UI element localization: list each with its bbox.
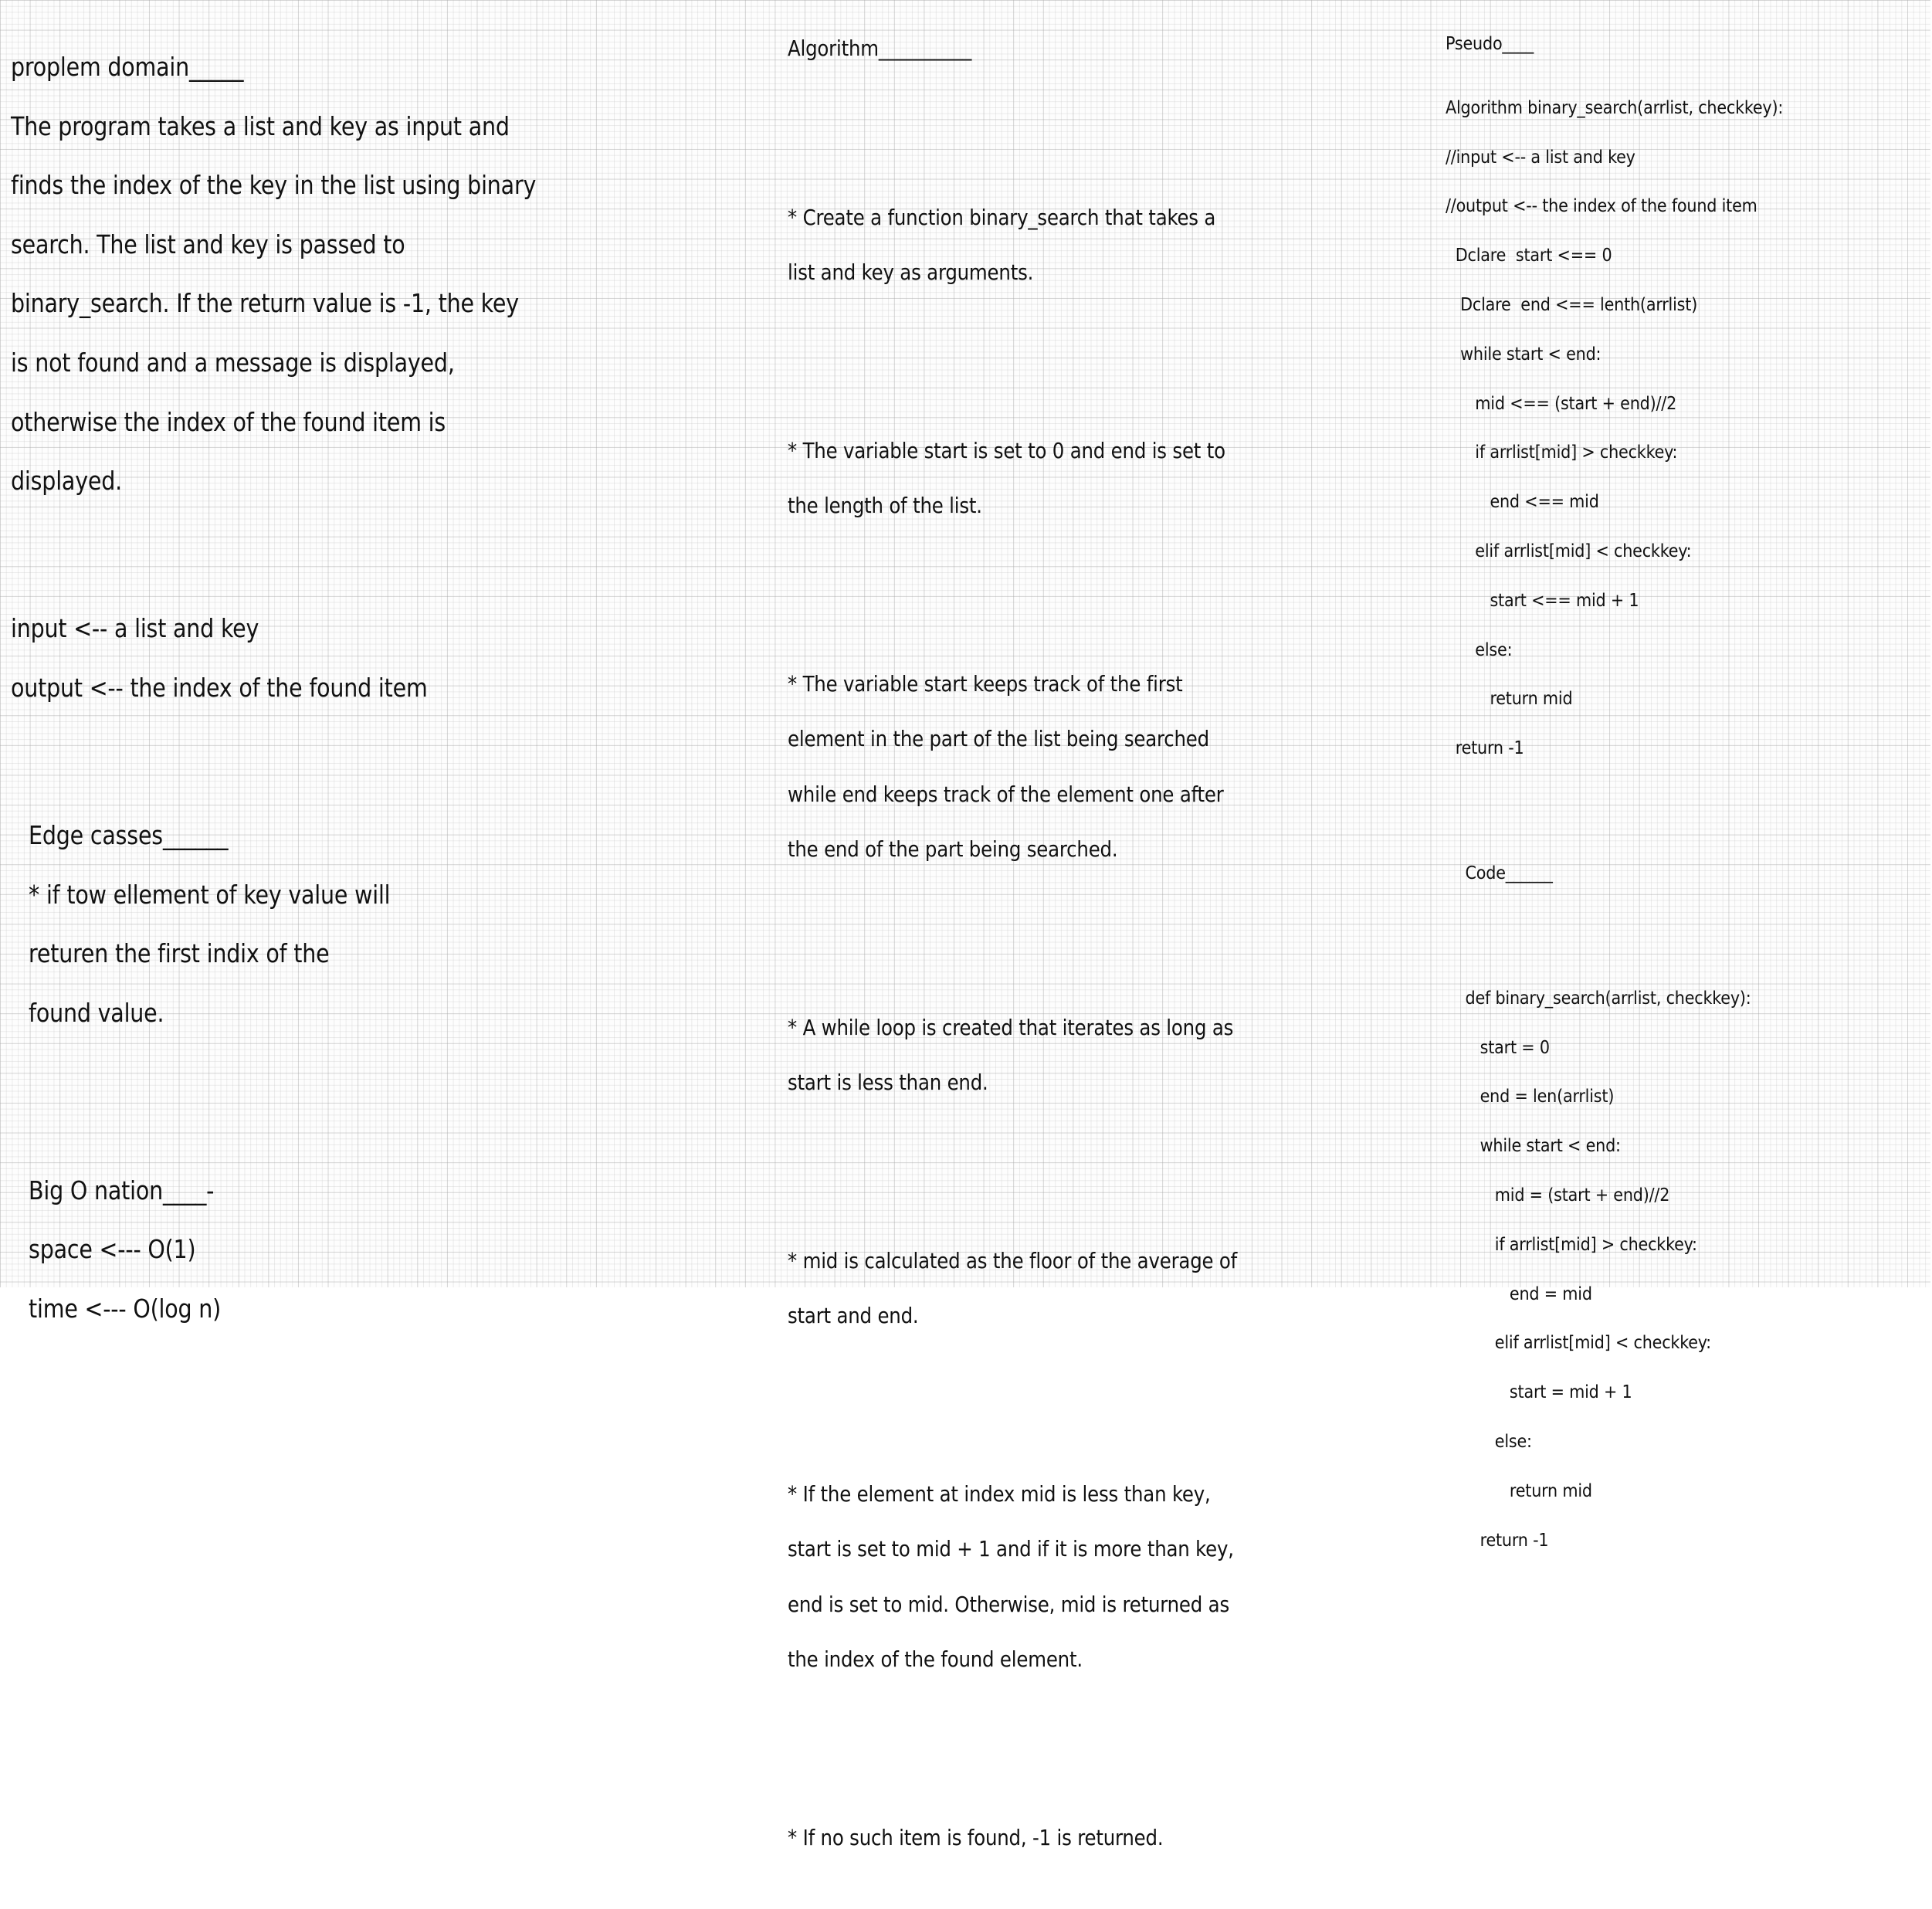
spacer — [788, 578, 1467, 598]
pseudo-line: return -1 — [1446, 737, 1524, 759]
code-line: return mid — [1465, 1479, 1592, 1501]
pseudo-line: if arrlist[mid] > checkkey: — [1446, 441, 1678, 463]
pseudo-line: else: — [1446, 638, 1513, 660]
problem-domain-line: binary_search. If the return value is -1, the key — [11, 288, 519, 319]
spacer — [11, 1073, 783, 1132]
problem-domain-line: otherwise the index of the found item is — [11, 406, 446, 437]
algorithm-heading: Algorithm__________ — [788, 36, 972, 61]
problem-domain-line: displayed. — [11, 466, 122, 497]
edge-cases-line: * if tow ellement of key value will — [29, 879, 391, 910]
algorithm-bullet-line: * Create a function binary_search that takes a — [788, 204, 1216, 230]
pseudo-line: return mid — [1446, 687, 1573, 710]
algorithm-bullet-line: start is set to mid + 1 and if it is more than key, — [788, 1536, 1234, 1561]
spacer — [788, 1155, 1467, 1175]
pseudo-line: //input <-- a list and key — [1446, 145, 1635, 168]
problem-domain-line: The program takes a list and key as input and — [11, 110, 510, 141]
algorithm-bullet-line: * A while loop is created that iterates as long as — [788, 1014, 1234, 1040]
algorithm-bullet-line: * The variable start keeps track of the first — [788, 670, 1183, 697]
problem-domain-line: is not found and a message is displayed, — [11, 347, 455, 378]
code-line: def binary_search(arrlist, checkkey): — [1465, 986, 1751, 1009]
spacer — [788, 921, 1467, 941]
column-pseudo-and-code — [1446, 5, 1932, 1579]
pseudo-line: while start < end: — [1446, 342, 1602, 365]
algorithm-bullet-line: element in the part of the list being searched — [788, 726, 1209, 751]
algorithm-bullet-line: end is set to mid. Otherwise, mid is returned as — [788, 1591, 1229, 1617]
edge-cases-line: returen the first indix of the — [29, 938, 330, 969]
spacer — [1446, 802, 1932, 819]
spacer — [1446, 927, 1932, 944]
code-line: if arrlist[mid] > checkkey: — [1465, 1233, 1697, 1255]
pseudo-line: //output <-- the index of the found item — [1446, 195, 1757, 217]
algorithm-bullet — [788, 642, 1467, 892]
algorithm-bullet-line: start and end. — [788, 1303, 919, 1328]
pseudo-line: Algorithm binary_search(arrlist, checkkey): — [1446, 96, 1784, 118]
algorithm-bullet — [788, 175, 1467, 315]
algorithm-bullet — [788, 985, 1467, 1125]
pseudo-line: elif arrlist[mid] < checkkey: — [1446, 539, 1692, 561]
code-line: else: — [1465, 1429, 1532, 1452]
edge-cases-heading: Edge casses______ — [29, 820, 229, 851]
big-o-time-line: time <--- O(log n) — [29, 1293, 222, 1324]
code-line: mid = (start + end)//2 — [1465, 1183, 1670, 1205]
edge-cases-line: found value. — [29, 997, 164, 1028]
code-line: end = mid — [1465, 1282, 1592, 1304]
spacer — [11, 541, 783, 571]
problem-domain-line: search. The list and key is passed to — [11, 229, 405, 259]
algorithm-bullet-line: the index of the found element. — [788, 1646, 1083, 1672]
algorithm-bullet — [788, 409, 1467, 548]
pseudo-line: mid <== (start + end)//2 — [1446, 392, 1677, 414]
column-problem-domain — [11, 23, 783, 1353]
big-o-space-line: space <--- O(1) — [29, 1234, 196, 1265]
algorithm-bullet-line: * The variable start is set to 0 and end is set to — [788, 437, 1225, 463]
algorithm-bullet-line: * If no such item is found, -1 is returned. — [788, 1824, 1164, 1850]
code-line: end = len(arrlist) — [1465, 1085, 1615, 1107]
code-heading: Code______ — [1465, 861, 1553, 883]
pseudo-line: Dclare end <== lenth(arrlist) — [1446, 293, 1698, 315]
output-spec-line: output <-- the index of the found item — [11, 672, 428, 703]
spacer — [788, 106, 1467, 131]
algorithm-bullet — [788, 1795, 1467, 1880]
pseudo-line: start <== mid + 1 — [1446, 588, 1639, 611]
pseudo-heading: Pseudo____ — [1446, 32, 1534, 54]
algorithm-bullet-line: start is less than end. — [788, 1070, 988, 1095]
code-line: elif arrlist[mid] < checkkey: — [1465, 1331, 1711, 1354]
spacer — [788, 344, 1467, 365]
algorithm-bullet-line: * mid is calculated as the floor of the average of — [788, 1247, 1238, 1273]
code-line: while start < end: — [1465, 1134, 1621, 1157]
algorithm-bullet-line: * If the element at index mid is less than key, — [788, 1480, 1211, 1507]
algorithm-bullet-line: list and key as arguments. — [788, 259, 1034, 285]
code-line: return -1 — [1465, 1528, 1549, 1551]
pseudo-line: end <== mid — [1446, 490, 1599, 513]
code-line: start = 0 — [1465, 1036, 1550, 1058]
code-line: start = mid + 1 — [1465, 1381, 1632, 1403]
spacer — [788, 1731, 1467, 1751]
input-spec-line: input <-- a list and key — [11, 613, 259, 644]
algorithm-bullet-line: the length of the list. — [788, 493, 982, 518]
algorithm-bullet-line: while end keeps track of the element one after — [788, 781, 1224, 807]
problem-domain-line: finds the index of the key in the list using binary — [11, 170, 537, 201]
spacer — [11, 748, 783, 778]
problem-domain-heading: proplem domain_____ — [11, 52, 244, 82]
algorithm-bullet-line: the end of the part being searched. — [788, 836, 1118, 862]
algorithm-bullet — [788, 1452, 1467, 1702]
spacer — [788, 1388, 1467, 1408]
algorithm-bullet — [788, 1219, 1467, 1358]
big-o-heading: Big O nation____- — [29, 1175, 215, 1205]
pseudo-line: Dclare start <== 0 — [1446, 244, 1612, 266]
column-algorithm — [788, 6, 1467, 1909]
